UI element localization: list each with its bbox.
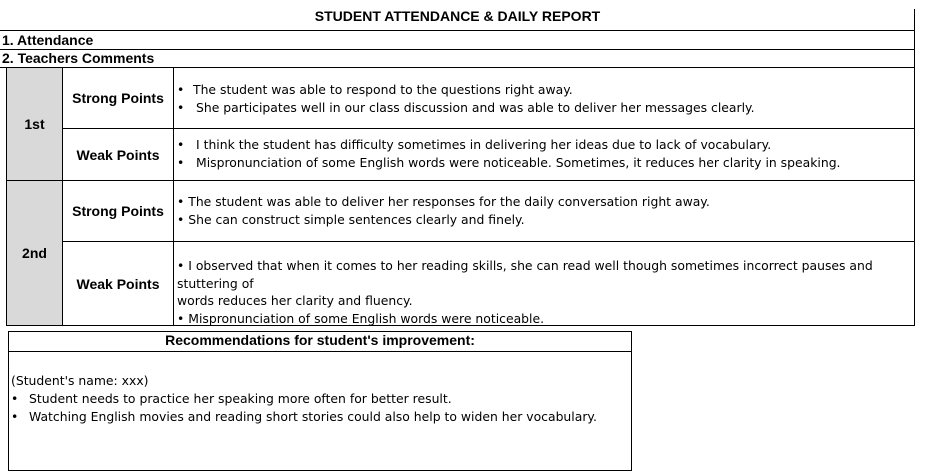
section-attendance: 1. Attendance xyxy=(2,32,94,48)
report-title: STUDENT ATTENDANCE & DAILY REPORT xyxy=(314,8,601,24)
weak-points-label: Weak Points xyxy=(76,275,160,292)
semester-label-1st: 1st xyxy=(24,116,45,132)
strong-points-label: Strong Points xyxy=(72,203,164,219)
weak-points-label: Weak Points xyxy=(76,146,160,163)
semester-label-2nd: 2nd xyxy=(22,245,47,261)
list-item: • Student needs to practice her speaking more often for better result. xyxy=(11,391,452,406)
list-item: • She can construct simple sentences clearly and finely. xyxy=(177,212,525,227)
table-right-edge xyxy=(914,30,915,326)
student-name: (Student's name: xxx) xyxy=(11,373,149,388)
list-item: • Mispronunciation of some English words were noticeable. xyxy=(177,310,545,326)
list-item: • Watching English movies and reading short stories could also help to widen her vocabulary. xyxy=(11,409,597,424)
comment-list xyxy=(177,193,912,229)
comment-list xyxy=(177,81,912,117)
list-item: • I observed that when it comes to her reading skills, she can read well though sometimes incorrect pauses and stuttering of xyxy=(177,258,873,291)
divider xyxy=(8,351,632,352)
recommendations-body xyxy=(11,372,626,426)
divider xyxy=(0,30,915,31)
column-divider xyxy=(173,68,174,326)
table-right-edge xyxy=(914,9,915,30)
recommendations-heading: Recommendations for student's improvement: xyxy=(165,332,475,348)
table-left-edge xyxy=(6,68,7,326)
comment-list xyxy=(177,136,912,172)
list-item: • I think the student has difficulty sometimes in delivering her ideas due to lack of vocabulary. xyxy=(177,137,772,152)
section-teachers-comments: 2. Teachers Comments xyxy=(2,50,155,66)
strong-points-label: Strong Points xyxy=(72,90,164,106)
list-item: • Mispronunciation of some English words were noticeable. Sometimes, it reduces her clarity in speaking. xyxy=(177,155,841,170)
list-item: words reduces her clarity and fluency. xyxy=(177,293,413,308)
comment-list xyxy=(177,257,912,327)
list-item: • She participates well in our class discussion and was able to deliver her messages clearly. xyxy=(177,100,755,115)
list-item: • The student was able to deliver her responses for the daily conversation right away. xyxy=(177,194,710,209)
row-divider xyxy=(62,241,915,242)
row-divider xyxy=(62,128,915,129)
list-item: • The student was able to respond to the questions right away. xyxy=(177,82,573,97)
